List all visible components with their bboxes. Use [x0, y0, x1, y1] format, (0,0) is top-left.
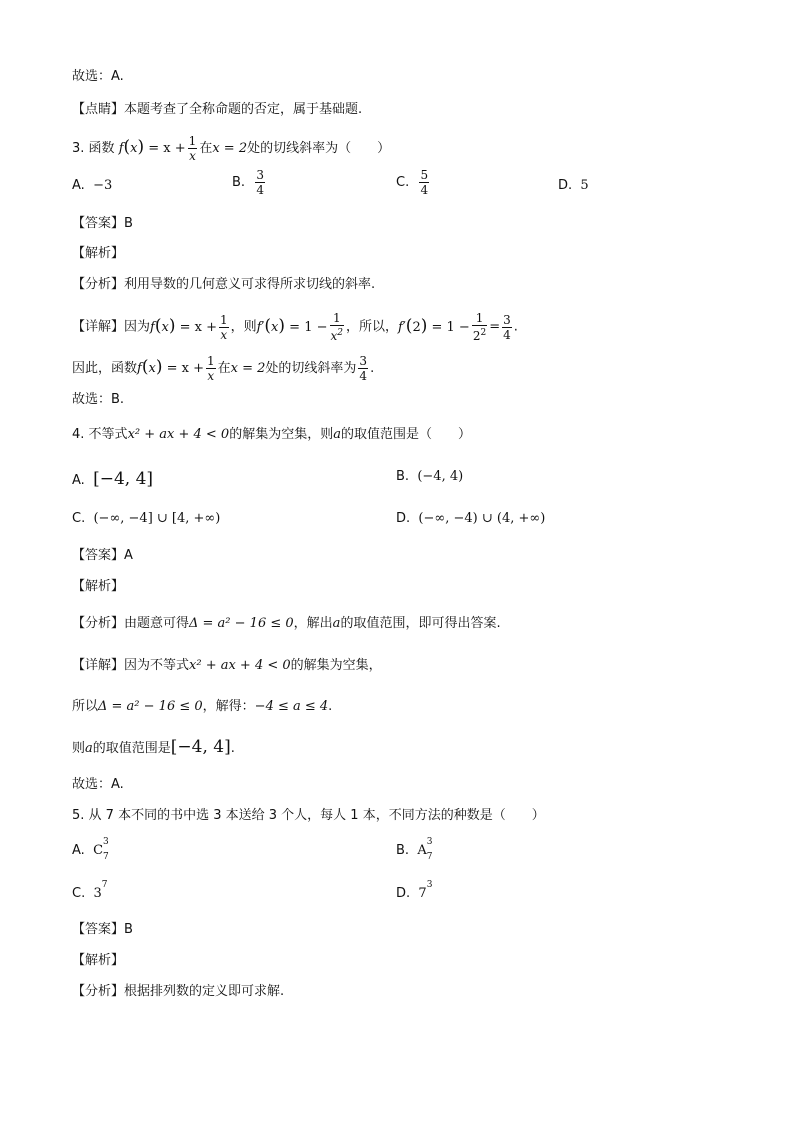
q4-ze: 则a的取值范围是[−4, 4]. [72, 737, 235, 757]
top-choice: 故选：A. [72, 69, 124, 84]
q3-stem-mid: 在 [199, 141, 213, 156]
q5-answer: 【答案】B [72, 922, 133, 937]
q4-choice: 故选：A. [72, 777, 124, 792]
q4-suoyi: 所以Δ = a² − 16 ≤ 0，解得：−4 ≤ a ≤ 4. [72, 699, 333, 714]
q3-fraction: $\frac{1}{x}$ [188, 134, 197, 163]
top-comment: 【点睛】本题考查了全称命题的否定，属于基础题. [72, 102, 363, 117]
q3-condition: x = 2 [212, 141, 248, 156]
q4-option-b: B. (−4, 4) [396, 469, 464, 484]
q3-option-d: D. 5 [558, 178, 589, 193]
q3-analysis: 【解析】 [72, 246, 125, 261]
q3-detail: 【详解】因为f(x) = x + $\frac{1}{x}$ ，则f′(x) = 1 − $\frac{1}{x^2}$ ，所以，f′(2) = 1 − $\frac{1}{2^2}$ = $\frac{3}{4}$ . [72, 311, 518, 343]
q5-option-a: A. C 3 7 [72, 837, 109, 862]
q3-choice: 故选：B. [72, 392, 125, 407]
q4-answer: 【答案】A [72, 548, 133, 563]
q5-analysis: 【解析】 [72, 953, 125, 968]
q3-conclusion: 因此，函数f(x) = x + $\frac{1}{x}$ 在x = 2处的切线斜率为 $\frac{3}{4}$ . [72, 354, 375, 383]
q3-stem [72, 134, 390, 163]
q3-answer: 【答案】B [72, 216, 133, 231]
q3-option-b: B. $\frac{3}{4}$ [232, 168, 264, 197]
q4-fenxi: 【分析】由题意可得Δ = a² − 16 ≤ 0，解出a的取值范围，即可得出答案. [72, 616, 501, 631]
q5-stem: 5. 从 7 本不同的书中选 3 本送给 3 个人，每人 1 本，不同方法的种数是（ ） [72, 808, 545, 823]
q3-number: 3. [72, 141, 85, 156]
q4-option-a: A. [−4, 4] [72, 469, 154, 489]
q4-stem: 4. 不等式x² + ax + 4 < 0的解集为空集，则a的取值范围是（ ） [72, 427, 471, 442]
q4-detail: 【详解】因为不等式x² + ax + 4 < 0的解集为空集， [72, 658, 382, 673]
q3-function: f(x) = x + [118, 137, 186, 157]
q5-fenxi: 【分析】根据排列数的定义即可求解. [72, 984, 285, 999]
q3-option-c: C. $\frac{5}{4}$ [396, 168, 429, 197]
q4-option-d: D. (−∞, −4) ∪ (4, +∞) [396, 511, 546, 526]
q4-analysis: 【解析】 [72, 579, 125, 594]
q3-stem-prefix: 函数 [88, 141, 115, 156]
q5-option-b: B. A 3 7 [396, 837, 433, 862]
q3-option-a: A. −3 [72, 178, 113, 193]
q4-inequality: x² + ax + 4 < 0 [127, 427, 230, 442]
q5-option-d: D. 7 3 [396, 880, 433, 901]
q5-option-c: C. 3 7 [72, 880, 108, 901]
q3-fenxi: 【分析】利用导数的几何意义可求得所求切线的斜率. [72, 277, 376, 292]
q3-stem-suffix: 处的切线斜率为（ ） [247, 141, 391, 156]
q4-option-c: C. (−∞, −4] ∪ [4, +∞) [72, 511, 221, 526]
